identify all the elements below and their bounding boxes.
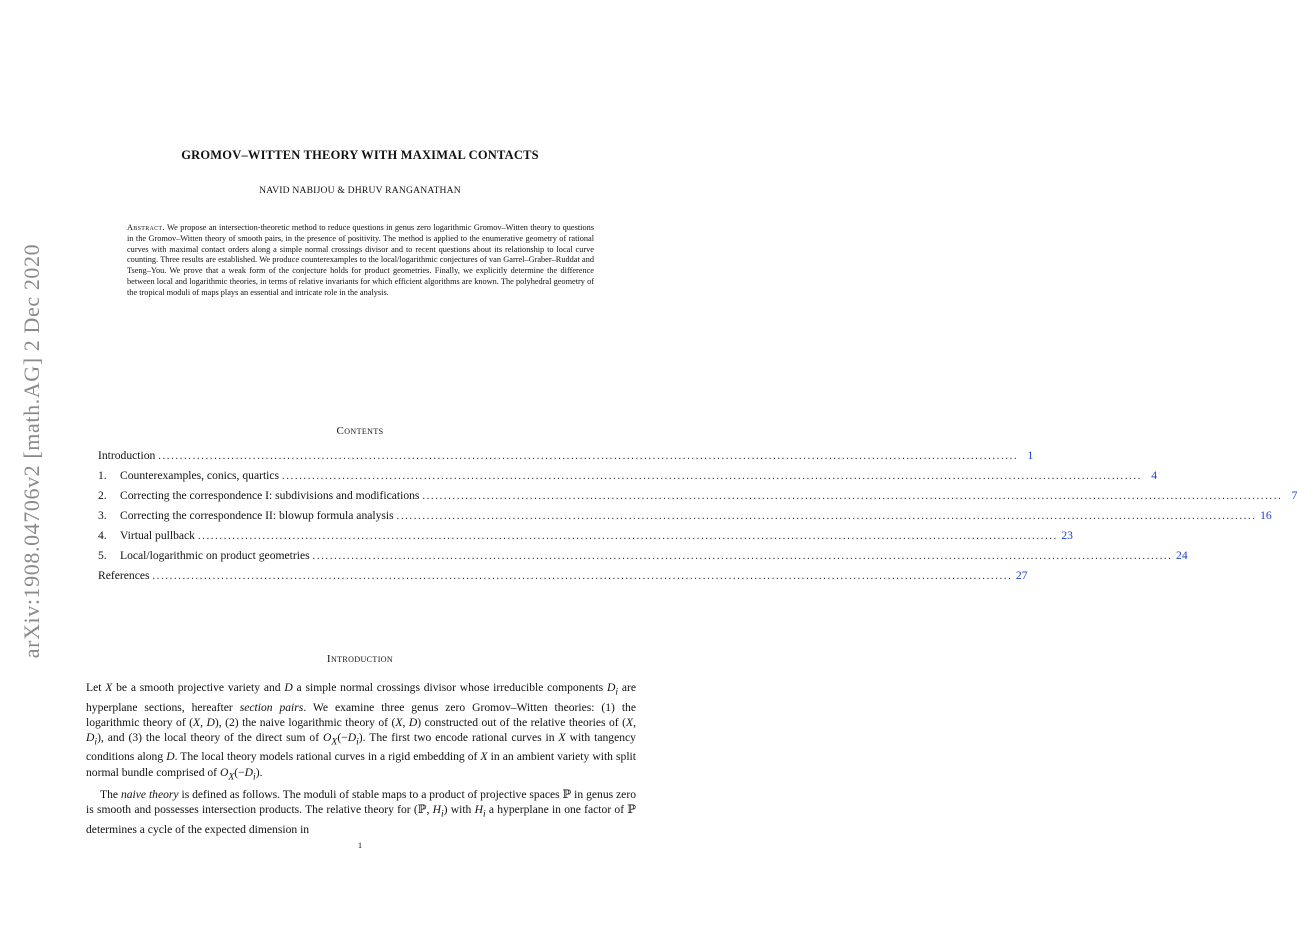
toc-entry[interactable] (98, 529, 1073, 549)
toc-entry[interactable] (98, 469, 1158, 489)
toc-entry[interactable] (98, 509, 1272, 529)
introduction-body (86, 680, 636, 837)
toc-leader-dots: ........................................................................................................................................................................................................ (422, 491, 1283, 502)
toc-entry-number: 5. (98, 549, 107, 562)
abstract-text: We propose an intersection-theoretic method to reduce questions in genus zero logarithmic Gromov–Witten theory to questions in the Gromov–Witten theory of smooth pairs, in the presence of positivity. The method is applied to the enumerative geometry of rational curves with maximal contact orders along a simple normal crossings divisor and to recent questions about its relationship to local curve counting. Three results are established. We produce counterexamples to the local/logarithmic conjectures of van Garrel–Graber–Ruddat and Tseng–You. We prove that a weak form of the conjecture holds for product geometries. Finally, we explicitly determine the difference between local and logarithmic theories, in terms of relative invariants for which efficient algorithms are known. The polyhedral geometry of the tropical moduli of maps plays an essential and intricate role in the analysis. (127, 223, 594, 297)
toc-entry-number: 2. (98, 489, 107, 502)
toc-entry[interactable] (98, 489, 1297, 509)
toc-entry-title[interactable]: References (98, 569, 150, 582)
abstract-label: Abstract. (127, 223, 165, 232)
toc-entry-number: 1. (98, 469, 107, 482)
page-number: 1 (357, 840, 363, 850)
toc-entry-title[interactable]: Correcting the correspondence I: subdivisions and modifications (120, 489, 420, 502)
toc-leader-dots: ........................................................................................................................................................................................................ (197, 531, 1058, 542)
toc-entry-title[interactable]: Local/logarithmic on product geometries (120, 549, 310, 562)
abstract (127, 223, 594, 299)
toc-entry-title[interactable]: Virtual pullback (120, 529, 195, 542)
toc-entry-number: 3. (98, 509, 107, 522)
paragraph-1: Let X be a smooth projective variety and D a simple normal crossings divisor whose irreducible components $D_i$ are hyperplane sections, hereafter section pairs. We examine three genus zero Gromov–Witten theories: (1) the logarithmic theory of (X, D), (2) the naive logarithmic theory of (X, D) constructed out of the relative theories of (X, $D_i$), and (3) the local theory of the direct sum of $O_X(-D_i)$. The first two encode rational curves in X with tangency conditions along D. The local theory models rational curves in a rigid embedding of X in an ambient variety with split normal bundle comprised of $O_X(-D_i)$. (86, 681, 637, 782)
emphasis-naive-theory: naive theory (120, 788, 179, 802)
arxiv-stamp (6, 236, 58, 666)
emphasis-section-pairs: section pairs (239, 700, 304, 714)
toc-entry[interactable] (98, 549, 1188, 569)
toc-leader-dots: ........................................................................................................................................................................................................ (312, 551, 1173, 562)
toc-page-link[interactable]: 24 (1176, 549, 1188, 562)
paper-title: GROMOV–WITTEN THEORY WITH MAXIMAL CONTACTS (181, 148, 539, 162)
contents-heading: Contents (336, 425, 384, 437)
toc-leader-dots: ........................................................................................................................................................................................................ (396, 511, 1257, 522)
toc-entry-number: 4. (98, 529, 107, 542)
toc-page-link[interactable]: 23 (1061, 529, 1073, 542)
toc-entry-title[interactable]: Correcting the correspondence II: blowup formula analysis (120, 509, 394, 522)
toc-entry[interactable] (98, 569, 1028, 589)
toc-page-link[interactable]: 1 (1027, 449, 1034, 462)
toc-entry-title[interactable]: Introduction (98, 449, 156, 462)
paper-authors: NAVID NABIJOU & DHRUV RANGANATHAN (259, 185, 461, 196)
toc-page-link[interactable]: 4 (1151, 469, 1158, 482)
table-of-contents (98, 449, 1297, 589)
toc-leader-dots: ........................................................................................................................................................................................................ (152, 571, 1013, 582)
toc-leader-dots: ........................................................................................................................................................................................................ (282, 471, 1143, 482)
toc-page-link[interactable]: 16 (1260, 509, 1272, 522)
paragraph-2: The naive theory is defined as follows. The moduli of stable maps to a product of projective spaces ℙ in genus zero is smooth and possesses intersection products. The relative theory for (ℙ, $H_i$) with $H_i$ a hyperplane in one factor of ℙ determines a cycle of the expected dimension in (86, 788, 636, 836)
arxiv-identifier: arXiv:1908.04706v2 [math.AG] 2 Dec 2020 (19, 243, 44, 659)
toc-entry[interactable] (98, 449, 1034, 469)
introduction-heading: Introduction (326, 653, 394, 665)
toc-page-link[interactable]: 7 (1291, 489, 1297, 502)
toc-leader-dots: ........................................................................................................................................................................................................ (158, 451, 1019, 462)
toc-entry-title[interactable]: Counterexamples, conics, quartics (120, 469, 280, 482)
toc-page-link[interactable]: 27 (1015, 569, 1028, 582)
